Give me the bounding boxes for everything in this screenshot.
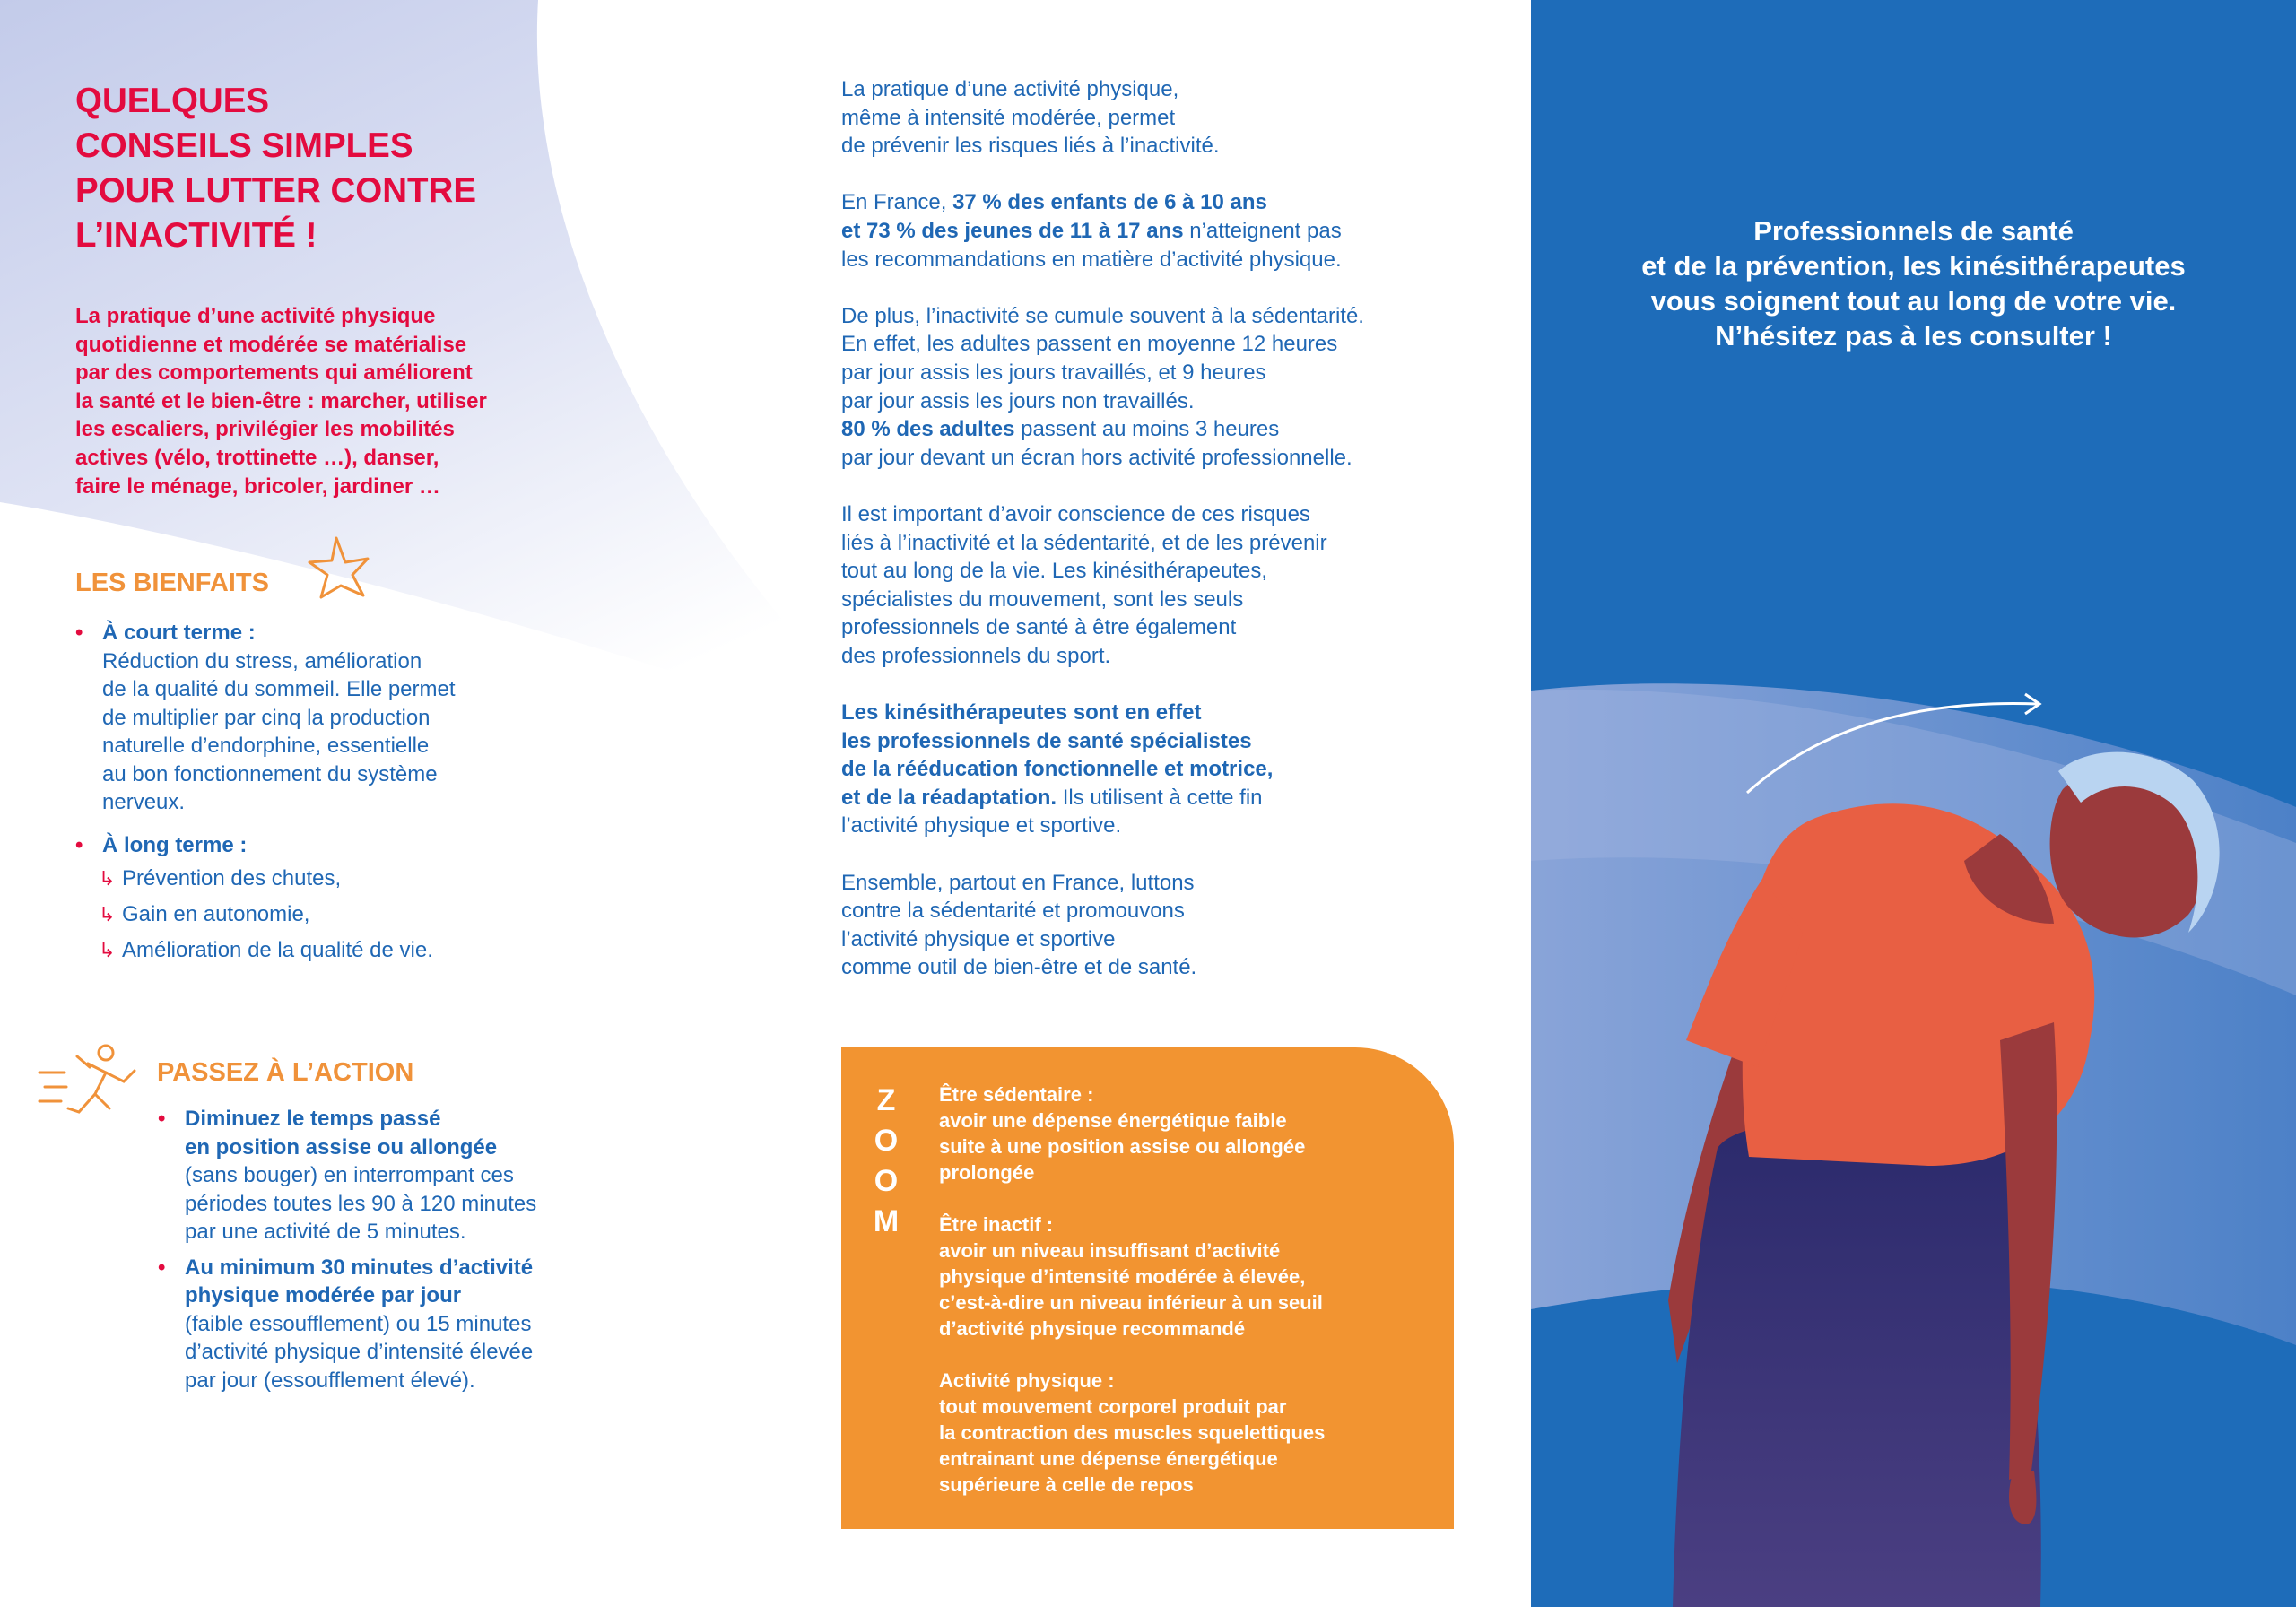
text-line: en position assise ou allongée	[185, 1134, 498, 1160]
definition	[939, 1212, 1441, 1342]
text-line: contre la sédentarité et promouvons	[841, 899, 1185, 924]
text-line: (faible essoufflement) ou 15 minutes	[185, 1311, 532, 1336]
action-heading: PASSEZ À L’ACTION	[157, 1058, 414, 1087]
paragraph	[841, 699, 1487, 840]
text-line: prolongée	[939, 1161, 1035, 1184]
intro-line: quotidienne et modérée se matérialise	[75, 332, 467, 357]
intro-paragraph	[75, 302, 578, 500]
text-line: vous soignent tout au long de votre vie.	[1650, 285, 2177, 317]
text-line: d’activité physique recommandé	[939, 1317, 1246, 1340]
text-span: Ils utilisent à cette fin	[1057, 785, 1263, 810]
text-line: au bon fonctionnement du système	[102, 761, 438, 786]
text-line: De plus, l’inactivité se cumule souvent à la sédentarité.	[841, 303, 1364, 328]
text-line: l’activité physique et sportive.	[841, 813, 1122, 838]
text-line: c’est-à-dire un niveau inférieur à un seuil	[939, 1291, 1323, 1314]
text-line: tout au long de la vie. Les kinésithérapeutes,	[841, 559, 1267, 584]
zoom-label	[868, 1081, 904, 1242]
text-line: de la qualité du sommeil. Elle permet	[102, 677, 456, 701]
paragraph	[841, 188, 1487, 274]
text-line: Au minimum 30 minutes d’activité	[185, 1255, 534, 1280]
text-line: des professionnels du sport.	[841, 643, 1111, 668]
definition-title: Être sédentaire :	[939, 1083, 1094, 1106]
list-item	[99, 933, 578, 969]
intro-line: actives (vélo, trottinette …), danser,	[75, 445, 439, 470]
text-line: Il est important d’avoir conscience de ces risques	[841, 501, 1310, 526]
text-line: par jour (essoufflement élevé).	[185, 1368, 475, 1393]
running-person-icon	[39, 1046, 135, 1112]
list-item-text: Prévention des chutes,	[122, 866, 342, 890]
title-line: QUELQUES	[75, 82, 270, 120]
list-item	[99, 897, 578, 933]
text-line: d’activité physique d’intensité élevée	[185, 1340, 534, 1364]
text-line: et de la prévention, les kinésithérapeutes	[1641, 250, 2186, 282]
definition	[939, 1368, 1441, 1498]
text-line: avoir un niveau insuffisant d’activité	[939, 1239, 1281, 1262]
text-line: par jour assis les jours travaillés, et 9 heures	[841, 360, 1266, 385]
arrow-right-icon: ↳	[99, 939, 116, 961]
text-line: l’activité physique et sportive	[841, 926, 1116, 951]
list-item-text: Gain en autonomie,	[122, 902, 310, 926]
text-line: Diminuez le temps passé	[185, 1107, 441, 1131]
text-line: de la rééducation fonctionnelle et motrice,	[841, 757, 1274, 782]
text-line: Réduction du stress, amélioration	[102, 648, 422, 673]
long-term-sublist	[75, 861, 578, 969]
text-line: (sans bouger) en interrompant ces	[185, 1163, 514, 1187]
text-line: périodes toutes les 90 à 120 minutes	[185, 1191, 537, 1216]
text-line: N’hésitez pas à les consulter !	[1715, 320, 2112, 352]
text-line: liés à l’inactivité et la sédentarité, et de les prévenir	[841, 530, 1327, 555]
zoom-letter: O	[874, 1124, 899, 1158]
text-line: physique modérée par jour	[185, 1283, 462, 1307]
action-item	[158, 1105, 642, 1247]
text-line: En effet, les adultes passent en moyenne 12 heures	[841, 332, 1338, 357]
bullet: •	[75, 832, 83, 857]
text-line: par jour assis les jours non travaillés.	[841, 388, 1195, 413]
text-line: par une activité de 5 minutes.	[185, 1220, 466, 1244]
text-span: n’atteignent pas	[1183, 218, 1342, 243]
stat-highlight: 37 % des enfants de 6 à 10 ans	[952, 190, 1267, 215]
text-line: Ensemble, partout en France, luttons	[841, 870, 1195, 895]
text-line	[841, 188, 1487, 217]
zoom-letter: M	[873, 1204, 900, 1238]
definition-title: Être inactif :	[939, 1213, 1054, 1236]
text-line: entrainant une dépense énergétique	[939, 1447, 1278, 1470]
definition-title: Activité physique :	[939, 1369, 1115, 1392]
text-line: de prévenir les risques liés à l’inactivité.	[841, 134, 1220, 159]
action-item	[158, 1254, 642, 1395]
text-line: les professionnels de santé spécialistes	[841, 728, 1252, 753]
text-span: En France,	[841, 190, 953, 215]
text-line: comme outil de bien-être et de santé.	[841, 955, 1197, 980]
arrow-right-icon: ↳	[99, 867, 116, 890]
bienfaits-heading: LES BIENFAITS	[75, 569, 269, 597]
text-line: supérieure à celle de repos	[939, 1473, 1194, 1496]
zoom-definitions	[939, 1081, 1441, 1524]
text-line	[841, 217, 1487, 246]
text-line: avoir une dépense énergétique faible	[939, 1109, 1287, 1132]
text-line: de multiplier par cinq la production	[102, 705, 430, 730]
text-line: les recommandations en matière d’activité physique.	[841, 247, 1342, 272]
title-line: L’INACTIVITÉ !	[75, 216, 317, 255]
list-item	[99, 861, 578, 897]
bullet: •	[158, 1255, 166, 1280]
text-line: même à intensité modérée, permet	[841, 105, 1176, 130]
text-line: physique d’intensité modérée à élevée,	[939, 1265, 1306, 1288]
long-term-item	[75, 831, 578, 860]
short-term-title: À court terme :	[102, 621, 256, 645]
zoom-letter: O	[874, 1164, 899, 1198]
text-line: suite à une position assise ou allongée	[939, 1135, 1306, 1158]
text-line: naturelle d’endorphine, essentielle	[102, 734, 430, 758]
paragraph	[841, 75, 1487, 161]
main-body-text	[841, 75, 1487, 1011]
arrow-right-icon: ↳	[99, 903, 116, 925]
text-line	[841, 784, 1487, 812]
text-line: spécialistes du mouvement, sont les seuls	[841, 586, 1244, 612]
text-line: professionnels de santé à être également	[841, 615, 1237, 640]
paragraph	[841, 869, 1487, 982]
definition	[939, 1081, 1441, 1186]
bullet: •	[158, 1107, 166, 1131]
intro-line: La pratique d’une activité physique	[75, 304, 436, 328]
text-line: La pratique d’une activité physique,	[841, 77, 1179, 101]
paragraph	[841, 302, 1487, 473]
text-line: la contraction des muscles squelettiques	[939, 1421, 1326, 1444]
bienfaits-list	[75, 619, 578, 969]
action-list	[158, 1105, 642, 1394]
text-line: Les kinésithérapeutes sont en effet	[841, 700, 1202, 725]
intro-line: faire le ménage, bricoler, jardiner …	[75, 473, 440, 499]
bullet: •	[75, 621, 83, 645]
list-item-text: Amélioration de la qualité de vie.	[122, 938, 433, 962]
text-line: par jour devant un écran hors activité professionnelle.	[841, 445, 1352, 470]
text-span: et de la réadaptation.	[841, 785, 1057, 810]
stat-highlight: et 73 % des jeunes de 11 à 17 ans	[841, 218, 1184, 243]
title-line: CONSEILS SIMPLES	[75, 126, 413, 165]
main-title	[75, 79, 578, 258]
intro-line: les escaliers, privilégier les mobilités	[75, 417, 455, 442]
title-line: POUR LUTTER CONTRE	[75, 171, 477, 210]
right-panel-message	[1531, 213, 2296, 353]
paragraph	[841, 500, 1487, 671]
text-line: nerveux.	[102, 790, 186, 814]
text-span: passent au moins 3 heures	[1014, 417, 1280, 442]
text-line: tout mouvement corporel produit par	[939, 1395, 1287, 1418]
zoom-letter: Z	[876, 1083, 896, 1117]
short-term-item	[75, 619, 578, 817]
text-line: Professionnels de santé	[1753, 215, 2074, 247]
intro-line: la santé et le bien-être : marcher, utiliser	[75, 388, 487, 413]
intro-line: par des comportements qui améliorent	[75, 360, 473, 386]
text-line	[841, 415, 1487, 444]
long-term-title: À long terme :	[102, 832, 248, 857]
stat-highlight: 80 % des adultes	[841, 417, 1015, 442]
